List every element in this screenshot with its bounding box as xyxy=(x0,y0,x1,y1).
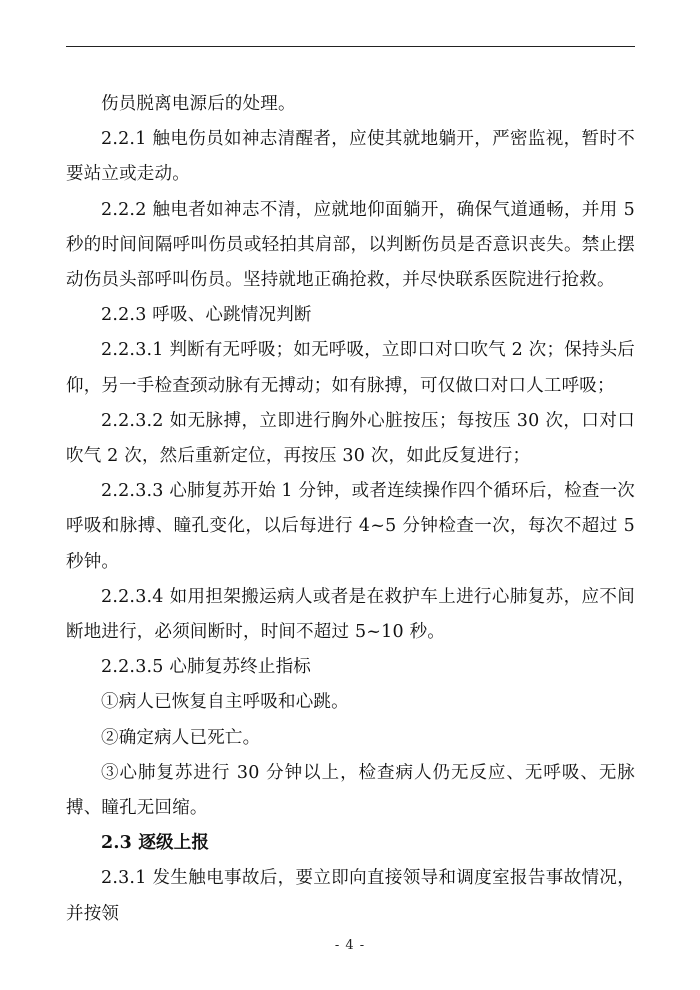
paragraph-2-2-3-5: 2.2.3.5 心肺复苏终止指标 xyxy=(101,657,311,678)
paragraph-2-2-3-3: 2.2.3.3 心肺复苏开始 1 分钟，或者连续操作四个循环后，检查一次呼吸和脉搏、瞳孔变化，以后每进行 4~5 分钟检查一次，每次不超过 5 秒钟。 xyxy=(66,481,635,572)
paragraph-2-3-1: 2.3.1 发生触电事故后，要立即向直接领导和调度室报告事故情况，并按领 xyxy=(66,868,635,924)
section-heading-2-3: 2.3 逐级上报 xyxy=(101,833,210,854)
paragraph-2-2-3: 2.2.3 呼吸、心跳情况判断 xyxy=(101,305,312,326)
document-body xyxy=(66,87,635,932)
list-item-1: ①病人已恢复自主呼吸和心跳。 xyxy=(101,692,349,713)
paragraph-intro: 伤员脱离电源后的处理。 xyxy=(101,94,296,114)
paragraph-2-2-2: 2.2.2 触电者如神志不清，应就地仰面躺开，确保气道通畅，并用 5 秒的时间间隔呼叫伤员或轻拍其肩部，以判断伤员是否意识丧失。禁止摆动伤员头部呼叫伤员。坚持就地正确抢救，并尽快联系医院进行抢救。 xyxy=(66,199,635,291)
paragraph-2-2-3-4: 2.2.3.4 如用担架搬运病人或者是在救护车上进行心肺复苏，应不间断地进行，必须间断时，时间不超过 5~10 秒。 xyxy=(66,586,635,643)
list-item-2: ②确定病人已死亡。 xyxy=(101,727,261,748)
paragraph-2-2-3-1: 2.2.3.1 判断有无呼吸；如无呼吸，立即口对口吹气 2 次；保持头后仰，另一手检查颈动脉有无搏动；如有脉搏，可仅做口对口人工呼吸； xyxy=(66,340,635,396)
paragraph-2-2-1: 2.2.1 触电伤员如神志清醒者，应使其就地躺开，严密监视，暂时不要站立或走动。 xyxy=(66,129,635,185)
paragraph-2-2-3-2: 2.2.3.2 如无脉搏，立即进行胸外心脏按压；每按压 30 次，口对口吹气 2 次，然后重新定位，再按压 30 次，如此反复进行； xyxy=(66,410,635,467)
page-number: - 4 - xyxy=(334,938,366,953)
list-item-3: ③心肺复苏进行 30 分钟以上，检查病人仍无反应、无呼吸、无脉搏、瞳孔无回缩。 xyxy=(66,762,635,819)
header-rule xyxy=(66,46,635,47)
